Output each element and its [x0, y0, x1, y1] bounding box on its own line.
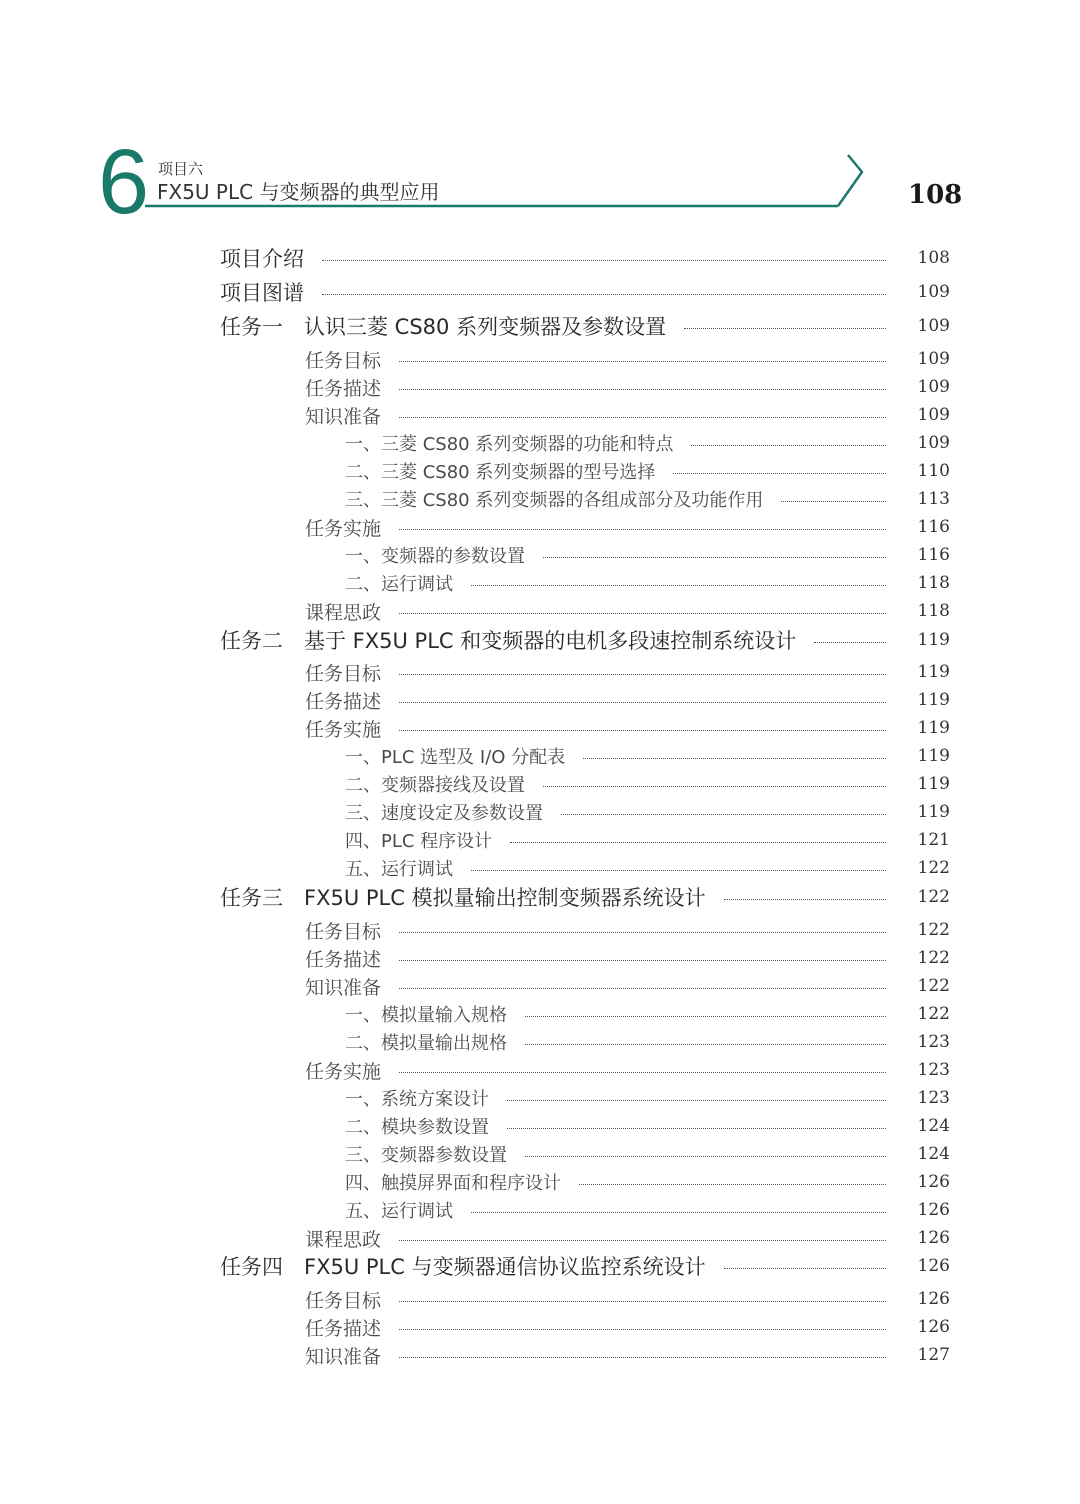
toc-entry[interactable]	[305, 513, 950, 541]
toc-entry[interactable]	[305, 1285, 950, 1313]
toc-page-number: 122	[917, 976, 950, 996]
toc-page-number: 118	[917, 601, 950, 621]
toc-entry-title: FX5U PLC 与变频器通信协议监控系统设计	[304, 1255, 706, 1279]
toc-entry[interactable]	[345, 798, 950, 826]
toc-leader-dots	[543, 557, 886, 558]
toc-leader-dots	[399, 960, 886, 961]
toc-entry-title: 三、变频器参数设置	[345, 1145, 507, 1166]
toc-leader-dots	[399, 730, 886, 731]
toc-entry-label	[305, 346, 381, 373]
toc-entry-label	[345, 542, 525, 568]
toc-entry-label	[345, 1085, 489, 1111]
toc-entry-title: 任务描述	[305, 690, 382, 713]
toc-entry-title: 项目介绍	[220, 247, 304, 271]
toc-leader-dots	[781, 501, 886, 502]
toc-entry-title: 一、系统方案设计	[345, 1089, 489, 1110]
toc-entry-title: 五、运行调试	[345, 1201, 453, 1222]
toc-leader-dots	[399, 932, 886, 933]
toc-page-number: 108	[917, 248, 950, 268]
toc-leader-dots	[543, 786, 886, 787]
toc-page-number: 109	[917, 377, 950, 397]
toc-entry[interactable]	[220, 312, 950, 340]
toc-entry-label	[345, 743, 565, 769]
project-label: 项目六	[158, 160, 204, 178]
toc-entry-label	[345, 1113, 489, 1139]
toc-leader-dots	[691, 445, 886, 446]
toc-entry-label	[305, 687, 381, 714]
toc-leader-dots	[399, 361, 886, 362]
toc-entry-label	[305, 1225, 381, 1252]
toc-entry-label	[345, 827, 492, 853]
toc-entry-label	[345, 799, 543, 825]
toc-leader-dots	[399, 1072, 886, 1073]
toc-entry-title: 二、三菱 CS80 系列变频器的型号选择	[345, 462, 656, 483]
toc-entry-title: 任务描述	[305, 948, 382, 971]
toc-entry-title: 项目图谱	[220, 281, 304, 305]
toc-entry-title: 任务描述	[305, 1317, 382, 1340]
toc-entry-title: 三、速度设定及参数设置	[345, 803, 543, 824]
toc-entry-label	[345, 458, 655, 484]
toc-page-number: 110	[917, 461, 950, 481]
toc-page-number: 113	[917, 489, 950, 509]
toc-entry-label	[220, 882, 706, 912]
toc-leader-dots	[579, 1184, 886, 1185]
toc-leader-dots	[399, 1357, 886, 1358]
toc-leader-dots	[399, 613, 886, 614]
toc-entry-title: 任务目标	[305, 1289, 382, 1312]
toc-entry-title: 课程思政	[305, 601, 382, 624]
toc-entry[interactable]	[345, 1196, 950, 1224]
toc-entry[interactable]	[305, 373, 950, 401]
toc-leader-dots	[814, 642, 886, 643]
toc-page-number: 123	[917, 1032, 950, 1052]
toc-page-number: 126	[917, 1256, 950, 1276]
toc-entry-title: 知识准备	[305, 405, 382, 428]
toc-entry-label	[305, 1286, 381, 1313]
toc-entry[interactable]	[305, 401, 950, 429]
toc-entry[interactable]	[305, 972, 950, 1000]
toc-leader-dots	[507, 1128, 886, 1129]
toc-page-number: 127	[917, 1345, 950, 1365]
toc-entry-label	[305, 945, 381, 972]
toc-page-number: 126	[917, 1317, 950, 1337]
toc-page-number: 121	[917, 830, 950, 850]
toc-leader-dots	[399, 674, 886, 675]
toc-entry[interactable]	[305, 714, 950, 742]
toc-entry[interactable]	[305, 1313, 950, 1341]
toc-entry-label	[220, 1251, 706, 1281]
toc-entry[interactable]	[220, 244, 950, 272]
toc-leader-dots	[471, 585, 886, 586]
toc-entry[interactable]	[345, 1140, 950, 1168]
toc-page-number: 123	[917, 1088, 950, 1108]
toc-entry[interactable]	[345, 742, 950, 770]
toc-leader-dots	[399, 1329, 886, 1330]
toc-entry-title: 二、模拟量输出规格	[345, 1033, 507, 1054]
toc-page-number: 116	[917, 517, 950, 537]
toc-entry-title: 任务实施	[305, 718, 382, 741]
toc-entry[interactable]	[305, 658, 950, 686]
toc-entry-title: 一、模拟量输入规格	[345, 1005, 507, 1026]
toc-page-number: 122	[917, 948, 950, 968]
toc-entry-title: 四、PLC 程序设计	[345, 831, 493, 852]
toc-entry-title: FX5U PLC 模拟量输出控制变频器系统设计	[304, 886, 706, 910]
toc-page-number: 109	[917, 433, 950, 453]
toc-entry-title: 一、变频器的参数设置	[345, 546, 525, 567]
toc-entry-label	[220, 311, 666, 341]
toc-entry[interactable]	[345, 854, 950, 882]
page-number: 108	[908, 180, 963, 210]
toc-page-number: 109	[917, 282, 950, 302]
toc-leader-dots	[399, 988, 886, 989]
toc-entry[interactable]	[220, 1252, 950, 1280]
toc-entry-label	[305, 659, 381, 686]
toc-entry[interactable]	[345, 1000, 950, 1028]
toc-entry[interactable]	[305, 597, 950, 625]
toc-entry-label	[345, 430, 673, 456]
toc-entry-title: 四、触摸屏界面和程序设计	[345, 1173, 561, 1194]
toc-entry[interactable]	[345, 1112, 950, 1140]
toc-page-number: 119	[917, 774, 950, 794]
toc-page-number: 122	[917, 1004, 950, 1024]
toc-page-number: 126	[917, 1172, 950, 1192]
toc-entry-label	[345, 1141, 507, 1167]
toc-leader-dots	[399, 1301, 886, 1302]
toc-entry-title: 知识准备	[305, 976, 382, 999]
toc-entry-title: 任务实施	[305, 517, 382, 540]
toc-page-number: 126	[917, 1228, 950, 1248]
toc-entry[interactable]	[345, 457, 950, 485]
toc-entry[interactable]	[345, 429, 950, 457]
toc-entry-label	[220, 277, 304, 307]
toc-entry-title: 任务目标	[305, 349, 382, 372]
toc-leader-dots	[724, 1268, 886, 1269]
toc-entry[interactable]	[345, 770, 950, 798]
toc-leader-dots	[510, 842, 886, 843]
toc-entry-label	[345, 1029, 507, 1055]
toc-leader-dots	[724, 899, 886, 900]
toc-entry-label	[305, 917, 381, 944]
toc-entry-label	[345, 855, 453, 881]
toc-leader-dots	[673, 473, 886, 474]
toc-entry[interactable]	[345, 1084, 950, 1112]
toc-leader-dots	[525, 1016, 886, 1017]
toc-entry[interactable]	[305, 345, 950, 373]
toc-entry-label	[305, 598, 381, 625]
toc-page-number: 118	[917, 573, 950, 593]
toc-entry[interactable]	[345, 569, 950, 597]
toc-entry-label	[305, 715, 381, 742]
toc-entry-title: 课程思政	[305, 1228, 382, 1251]
toc-entry[interactable]	[345, 1168, 950, 1196]
toc-entry[interactable]	[305, 1341, 950, 1369]
toc-entry[interactable]	[305, 686, 950, 714]
toc-entry-title: 任务描述	[305, 377, 382, 400]
chapter-number: 6	[98, 131, 150, 233]
toc-leader-dots	[525, 1156, 886, 1157]
toc-entry-title: 任务实施	[305, 1060, 382, 1083]
toc-entry-label	[305, 973, 381, 1000]
toc-leader-dots	[322, 294, 886, 295]
toc-leader-dots	[399, 389, 886, 390]
toc-leader-dots	[471, 1212, 886, 1213]
toc-leader-dots	[399, 1240, 886, 1241]
toc-entry-label	[305, 374, 381, 401]
toc-entry-title: 二、运行调试	[345, 574, 453, 595]
toc-leader-dots	[399, 702, 886, 703]
toc-page-number: 116	[917, 545, 950, 565]
toc-leader-dots	[684, 328, 886, 329]
toc-page-number: 119	[917, 718, 950, 738]
toc-task-prefix: 任务二	[220, 629, 283, 653]
toc-entry[interactable]	[220, 278, 950, 306]
toc-entry[interactable]	[345, 541, 950, 569]
toc-leader-dots	[399, 529, 886, 530]
toc-entry-title: 二、模块参数设置	[345, 1117, 489, 1138]
toc-page-number: 109	[917, 349, 950, 369]
toc-page-number: 119	[917, 746, 950, 766]
toc-task-prefix: 任务三	[220, 886, 283, 910]
toc-entry-label	[220, 625, 796, 655]
toc-page-number: 119	[917, 802, 950, 822]
toc-entry-title: 基于 FX5U PLC 和变频器的电机多段速控制系统设计	[304, 629, 797, 653]
toc-leader-dots	[561, 814, 886, 815]
toc-entry-label	[345, 771, 525, 797]
toc-task-prefix: 任务一	[220, 315, 283, 339]
toc-entry[interactable]	[305, 916, 950, 944]
toc-entry[interactable]	[305, 1224, 950, 1252]
toc-page-number: 109	[917, 405, 950, 425]
toc-entry[interactable]	[305, 1056, 950, 1084]
toc-entry-label	[305, 1057, 381, 1084]
toc-page-number: 126	[917, 1200, 950, 1220]
toc-page-number: 126	[917, 1289, 950, 1309]
toc-page-number: 122	[917, 858, 950, 878]
toc-page-number: 124	[917, 1144, 950, 1164]
toc-leader-dots	[471, 870, 886, 871]
toc-entry-title: 一、三菱 CS80 系列变频器的功能和特点	[345, 434, 674, 455]
toc-entry-label	[305, 1342, 381, 1369]
toc-entry[interactable]	[305, 944, 950, 972]
toc-entry-label	[345, 1169, 561, 1195]
toc-entry-title: 一、PLC 选型及 I/O 分配表	[345, 747, 566, 768]
toc-entry-title: 三、三菱 CS80 系列变频器的各组成部分及功能作用	[345, 490, 764, 511]
toc-entry[interactable]	[220, 626, 950, 654]
chapter-header	[0, 0, 1080, 233]
toc-page-number: 119	[917, 662, 950, 682]
toc-entry-label	[220, 243, 304, 273]
toc-leader-dots	[507, 1100, 886, 1101]
toc-entry-label	[305, 1314, 381, 1341]
toc-entry-label	[305, 514, 381, 541]
toc-entry-title: 任务目标	[305, 662, 382, 685]
toc-entry-title: 知识准备	[305, 1345, 382, 1368]
toc-page-number: 109	[917, 316, 950, 336]
toc-entry[interactable]	[220, 883, 950, 911]
toc-entry-title: 认识三菱 CS80 系列变频器及参数设置	[304, 315, 667, 339]
toc-page-number: 122	[917, 920, 950, 940]
toc-entry-label	[305, 402, 381, 429]
toc-task-prefix: 任务四	[220, 1255, 283, 1279]
toc-leader-dots	[322, 260, 886, 261]
toc-leader-dots	[583, 758, 886, 759]
toc-entry-label	[345, 1001, 507, 1027]
toc-entry-label	[345, 1197, 453, 1223]
toc-entry-label	[345, 570, 453, 596]
toc-entry[interactable]	[345, 485, 950, 513]
toc-page-number: 122	[917, 887, 950, 907]
toc-page-number: 124	[917, 1116, 950, 1136]
toc-page-number: 119	[917, 690, 950, 710]
toc-entry-label	[345, 486, 763, 512]
toc-page-number: 123	[917, 1060, 950, 1080]
toc-entry[interactable]	[345, 826, 950, 854]
toc-entry-title: 五、运行调试	[345, 859, 453, 880]
toc-entry-title: 二、变频器接线及设置	[345, 775, 525, 796]
toc-entry[interactable]	[345, 1028, 950, 1056]
toc-leader-dots	[399, 417, 886, 418]
chapter-title: FX5U PLC 与变频器的典型应用	[157, 180, 440, 204]
toc-leader-dots	[525, 1044, 886, 1045]
toc-page-number: 119	[917, 630, 950, 650]
toc-entry-title: 任务目标	[305, 920, 382, 943]
